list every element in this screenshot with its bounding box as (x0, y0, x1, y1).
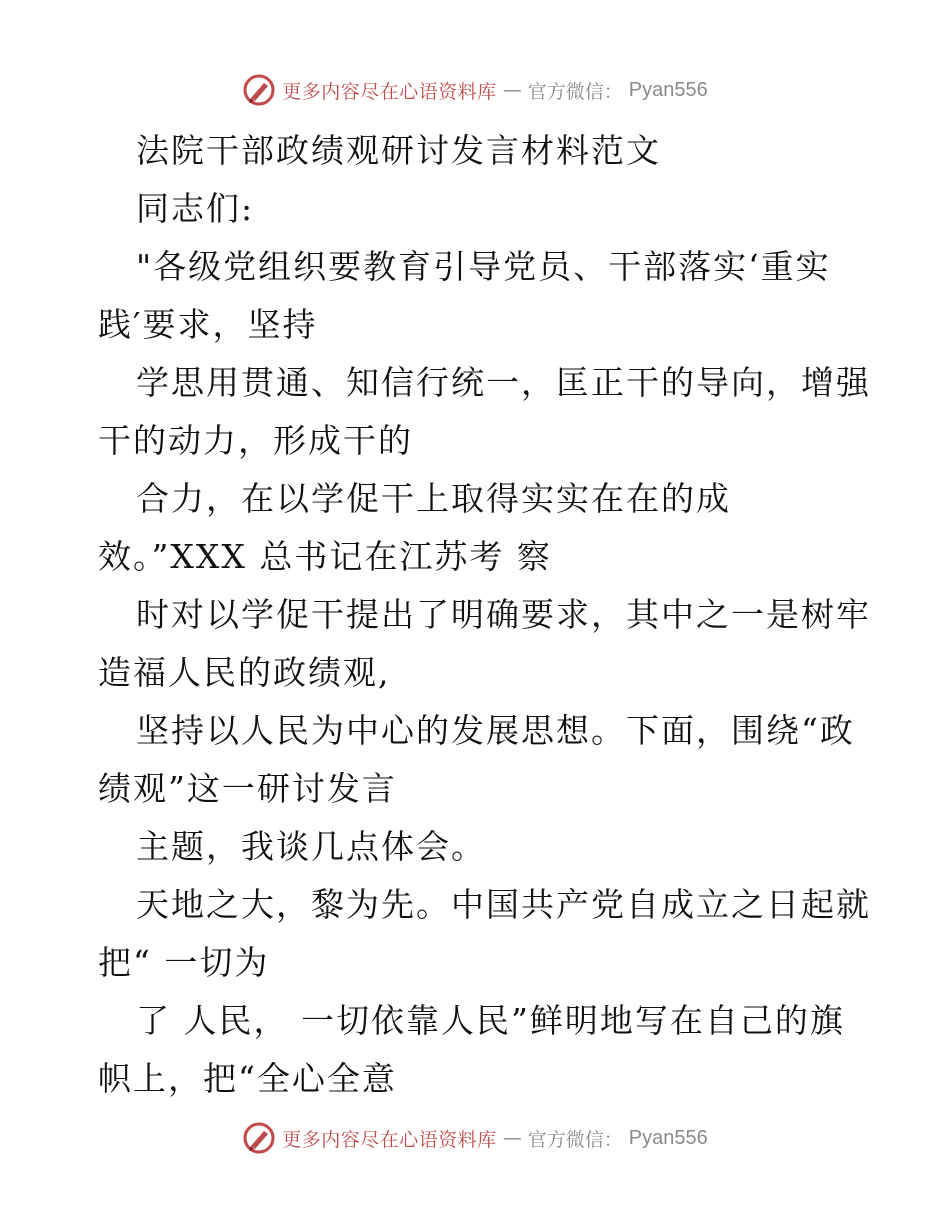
banner-slogan: 更多内容尽在心语资料库 (282, 1128, 497, 1151)
banner-wechat-label: 官方微信： (527, 1128, 623, 1151)
pen-circle-logo-icon (242, 73, 276, 107)
pen-circle-logo-icon (242, 1121, 276, 1155)
document-title: 法院干部政绩观研讨发言材料范文 (136, 131, 661, 170)
paragraph-line: 效。”XXX 总书记在江苏考 察 (98, 537, 552, 576)
header-banner (0, 70, 950, 110)
banner-dash: — (502, 1127, 522, 1149)
banner-dash: — (502, 79, 522, 101)
paragraph-line: 时对以学促干提出了明确要求，其中之一是树牢 (136, 595, 871, 634)
banner-slogan: 更多内容尽在心语资料库 (282, 80, 497, 103)
paragraph-line: 干的动力，形成干的 (98, 421, 413, 460)
paragraph-line: "各级党组织要教育引导党员、干部落实‘重实 (136, 247, 831, 286)
footer-banner (0, 1118, 950, 1158)
paragraph-line: 绩观”这一研讨发言 (98, 769, 397, 808)
paragraph-line: 践′要求，坚持 (98, 305, 318, 344)
banner-wechat-id: Pyan556 (628, 78, 708, 101)
salutation: 同志们: (136, 189, 255, 228)
document-body (98, 122, 871, 1108)
paragraph-line: 天地之大，黎为先。中国共产党自成立之日起就 (136, 885, 871, 924)
paragraph-line: 学思用贯通、知信行统一，匡正干的导向，增强 (136, 363, 871, 402)
banner-wechat-id: Pyan556 (628, 1126, 708, 1149)
paragraph-line: 把“ 一切为 (98, 943, 270, 982)
paragraph-line: 合力，在以学促干上取得实实在在的成 (136, 479, 731, 518)
paragraph-line: 坚持以人民为中心的发展思想。下面，围绕“政 (136, 711, 855, 750)
paragraph-line: 主题，我谈几点体会。 (136, 827, 486, 866)
paragraph-line: 帜上，把“全心全意 (98, 1059, 397, 1098)
paragraph-line: 造福人民的政绩观, (98, 653, 391, 692)
paragraph-line: 了 人民， 一切依靠人民”鲜明地写在自己的旗 (136, 1001, 845, 1040)
banner-wechat-label: 官方微信： (527, 80, 623, 103)
